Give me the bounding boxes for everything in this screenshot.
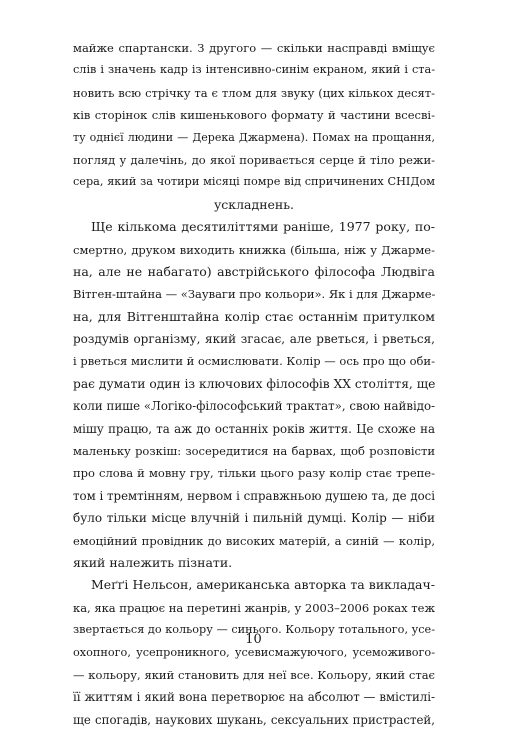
page-number: 10 [245, 632, 262, 647]
text-line: слів і значень кадр із інтенсивно-синім екраном, який і ста- [73, 63, 435, 77]
paragraph-first-line: Меґґі Нельсон, американська авторка та викладач- [91, 577, 435, 593]
text-line: погляд у далечінь, до якої поривається серце й тіло режи- [73, 152, 435, 167]
text-line: звертається до кольору — синього. Кольору тотального, усе- [73, 623, 435, 637]
text-line: маленьку розкіш: зосередитися на барвах, щоб розповісти [73, 444, 435, 459]
text-line: смертно, друком виходить книжка (більша, ніж у Джарме- [73, 242, 435, 257]
text-line: про слова й мовну гру, тільки цього разу колір стає трепе- [73, 466, 435, 481]
text-line: на, але не набагато) австрійського філософа Людвіга [73, 263, 435, 279]
text-line: охопного, усепроникного, усевисмажуючого, усеможивого- [73, 645, 435, 659]
text-line: на, для Вітгенштайна колір стає останнім притулком [73, 308, 435, 324]
text-line: було тільки місце влучній і пильній думці. Колір — ніби [73, 511, 435, 526]
paragraph-first-line: Ще кількома десятиліттями раніше, 1977 року, по- [91, 219, 435, 235]
text-line: і рветься мислити й осмислювати. Колір — ось про що оби- [73, 354, 435, 369]
text-line: новить всю стрічку та є тлом для звуку (цих кількох десят- [73, 85, 435, 100]
text-line: майже спартански. З другого — скільки насправді вміщує [73, 41, 435, 55]
text-line: сера, який за чотири місяці помре від спричинених СНІДом [73, 175, 435, 189]
text-line: рає думати один із ключових філософів XX століття, ще [73, 376, 435, 391]
text-line: ще спогадів, наукових шукань, сексуальних пристрастей, [73, 712, 435, 727]
text-line: мішу працю, та аж до останніх років життя. Це схоже на [73, 421, 435, 436]
text-line: роздумів організму, який згасає, але рветься, і рветься, [73, 332, 435, 347]
text-line: коли пише «Логіко-філософський трактат», свою найвідо- [73, 399, 435, 414]
text-line: Вітген-штайна — «Зауваги про кольори». Як і для Джарме- [73, 287, 435, 302]
text-line: ту однієї людини — Дерека Джармена). Помах на прощання, [73, 130, 435, 144]
text-line: який належить пізнати. [73, 554, 233, 570]
body-text [73, 37, 435, 731]
text-line: її життям і який вона перетворює на абсолют — вмістилі- [73, 690, 435, 705]
text-line: том і тремтінням, нервом і справжньою душею та, де досі [73, 488, 435, 503]
text-line: емоційний провідник до високих матерій, а синій — колір, [73, 533, 435, 548]
text-line: — кольору, який становить для неї все. Кольору, який стає [73, 667, 435, 682]
text-line: ка, яка працює на перетині жанрів, у 2003–2006 роках теж [73, 600, 435, 615]
text-line: ускладнень. [213, 196, 295, 212]
text-line: ків сторінок слів кишенькового формату й частини всесві- [73, 108, 435, 123]
